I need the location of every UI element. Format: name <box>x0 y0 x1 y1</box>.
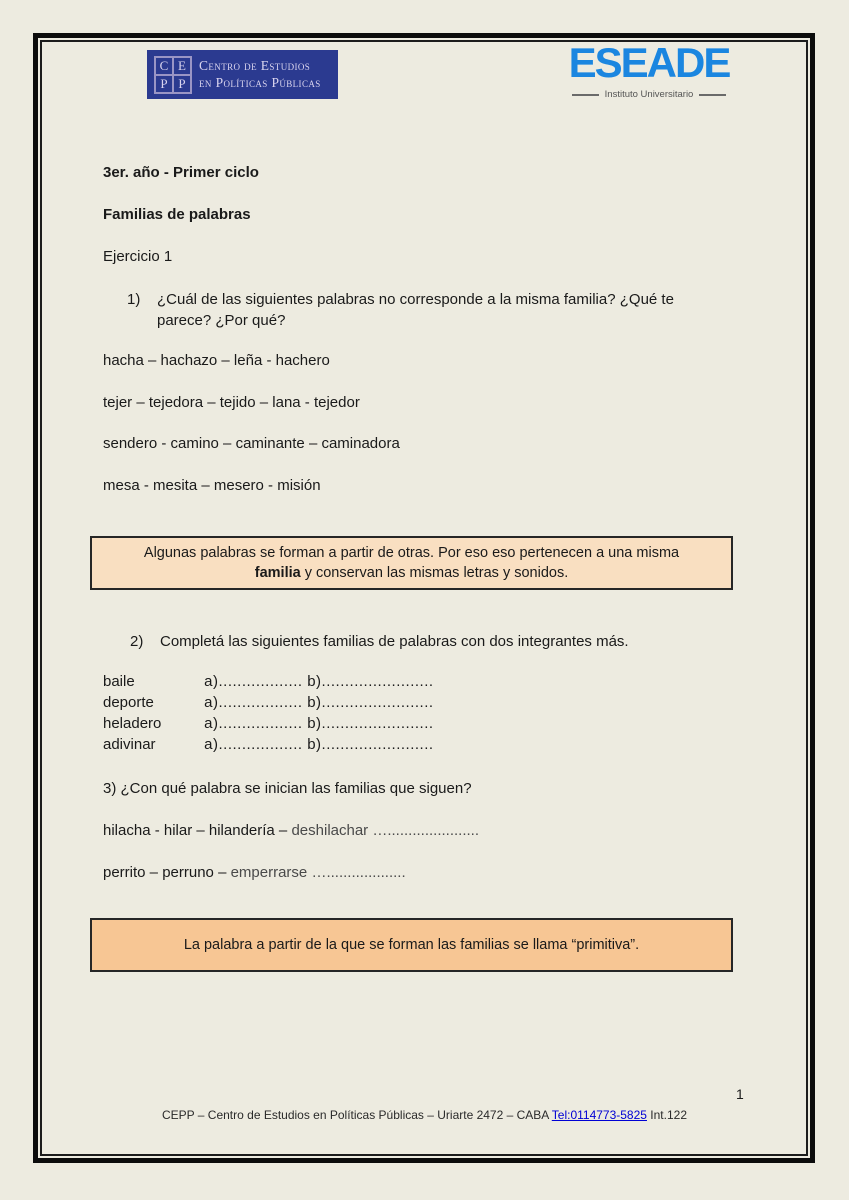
eseade-subtitle: Instituto Universitario <box>604 89 694 100</box>
page-border-frame <box>33 33 815 1163</box>
fill-row-word: baile <box>103 673 135 690</box>
question-1 <box>127 289 702 331</box>
fill-row-blanks: a).................. b)........................ <box>204 694 434 711</box>
family-line-tail: deshilachar …...................... <box>291 822 480 839</box>
footer-phone-link[interactable]: Tel:0114773-5825 <box>551 1108 647 1122</box>
family-start-line <box>103 820 479 841</box>
footer <box>41 1108 808 1122</box>
word-family-line: tejer – tejedora – tejido – lana - tejedor <box>103 394 360 411</box>
info-box1-bold-word: familia <box>254 565 301 581</box>
question-3: 3) ¿Con qué palabra se inician las familias que siguen? <box>103 780 472 797</box>
cepp-logo-text <box>199 58 321 92</box>
cepp-grid-letter: P <box>173 75 191 93</box>
footer-text-end: Int.122 <box>646 1108 687 1122</box>
info-box1-text-end: y conservan las mismas letras y sonidos. <box>300 565 569 581</box>
word-family-line: sendero - camino – caminante – caminadora <box>103 435 400 452</box>
cepp-monogram-icon <box>154 56 192 94</box>
question-2-text: Completá las siguientes familias de palabras con dos integrantes más. <box>160 633 629 650</box>
family-start-line <box>103 862 406 883</box>
info-box-familia <box>90 536 733 590</box>
word-family-line: hacha – hachazo – leña - hachero <box>103 352 330 369</box>
fill-row-word: heladero <box>103 715 162 732</box>
eseade-right-rule <box>699 94 726 96</box>
page-number: 1 <box>736 1086 744 1102</box>
footer-text-start: CEPP – Centro de Estudios en Políticas Públicas – Uriarte 2472 – CABA <box>161 1108 552 1122</box>
eseade-wordmark: ESEADE <box>568 39 730 86</box>
fill-row-blanks: a).................. b)........................ <box>204 736 434 753</box>
family-line-lead: hilacha - hilar – hilandería – <box>103 822 292 839</box>
fill-row-word: deporte <box>103 694 154 711</box>
cepp-logo-line2: en Políticas Públicas <box>199 74 321 90</box>
question-2-number: 2) <box>130 633 144 650</box>
cepp-grid-letter: P <box>155 75 173 93</box>
cepp-logo <box>147 50 338 99</box>
fill-row <box>103 692 703 713</box>
eseade-left-rule <box>572 94 599 96</box>
fill-row <box>103 671 703 692</box>
family-line-lead: perrito – perruno – <box>103 864 231 881</box>
cepp-logo-line1: Centro de Estudios <box>199 57 311 73</box>
eseade-logo <box>560 39 738 100</box>
word-family-line: mesa - mesita – mesero - misión <box>103 477 321 494</box>
fill-row-word: adivinar <box>103 736 156 753</box>
fill-row <box>103 713 703 734</box>
cepp-grid-letter: C <box>155 57 173 75</box>
question-1-text: ¿Cuál de las siguientes palabras no corresponde a la misma familia? ¿Qué te parece? ¿Por qué? <box>157 291 674 329</box>
info-box-primitiva <box>90 918 733 972</box>
family-line-tail: emperrarse …................... <box>230 864 406 881</box>
info-box-primitiva-text: La palabra a partir de la que se forman las familias se llama “primitiva”. <box>183 937 640 953</box>
question-2 <box>130 631 705 652</box>
fill-row <box>103 734 703 755</box>
grade-heading: 3er. año - Primer ciclo <box>103 164 259 181</box>
eseade-subtitle-row <box>560 89 738 100</box>
info-box-familia-text <box>144 543 679 583</box>
exercise-label: Ejercicio 1 <box>103 248 173 265</box>
fill-row-blanks: a).................. b)........................ <box>204 715 434 732</box>
info-box1-text-start: Algunas palabras se forman a partir de otras. Por eso eso pertenecen a una misma <box>143 545 680 561</box>
question-1-number: 1) <box>127 291 141 308</box>
topic-heading: Familias de palabras <box>103 206 251 223</box>
cepp-grid-letter: E <box>173 57 191 75</box>
fill-row-blanks: a).................. b)........................ <box>204 673 434 690</box>
